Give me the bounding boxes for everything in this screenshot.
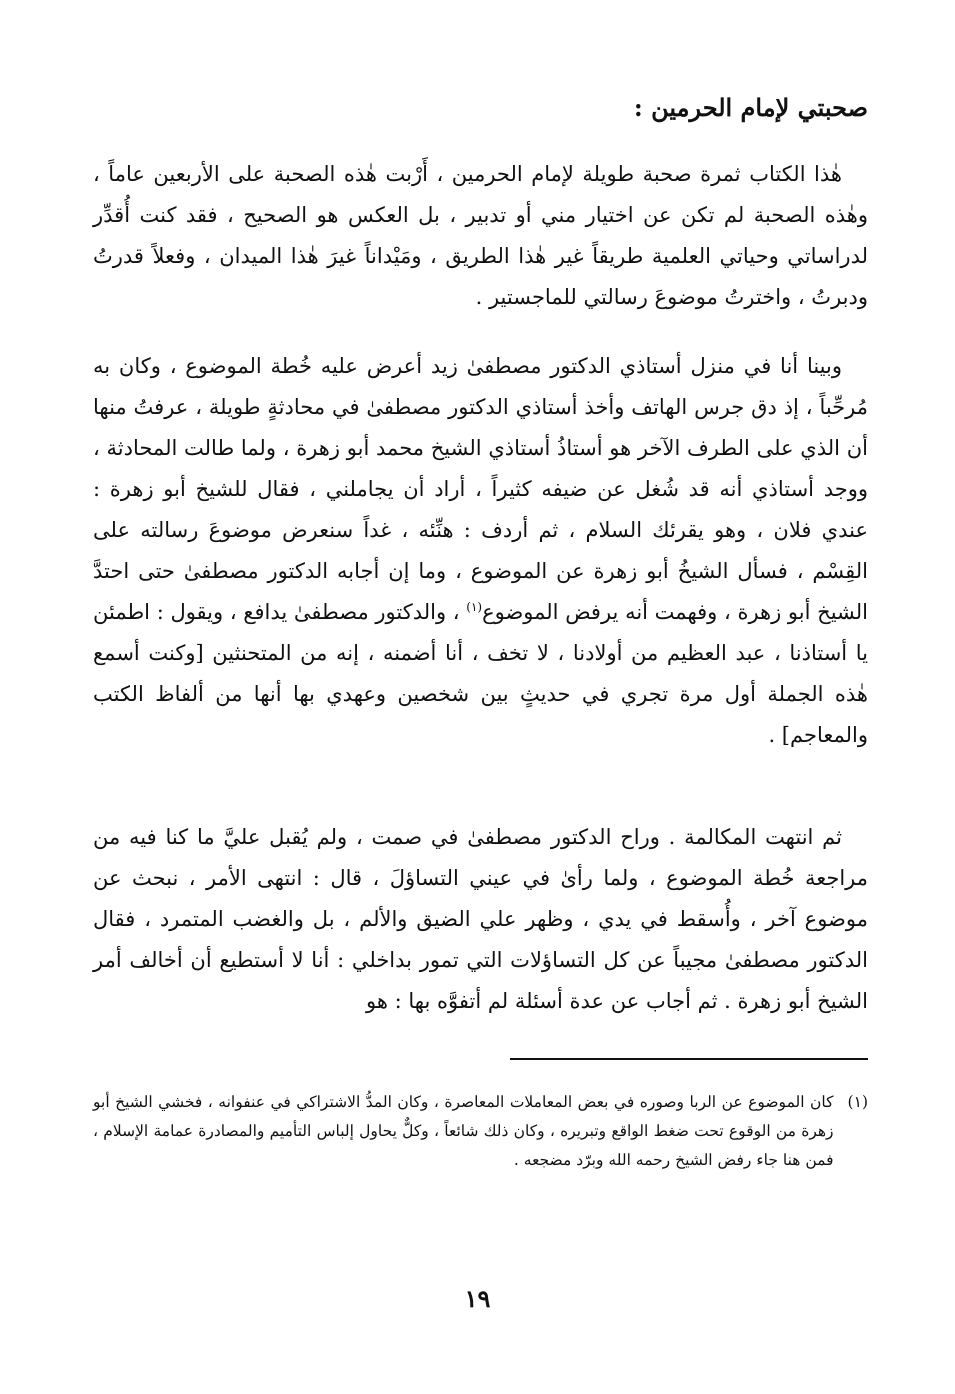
footnote-reference: (١) xyxy=(466,600,483,614)
footnote-text: كان الموضوع عن الربا وصوره في بعض المعاملات المعاصرة ، وكان المدُّ الاشتراكي في عنفوانه ، فخشي الشيخ أبو زهرة من الوقوع تحت ضغط الواقع وتبريره ، وكان ذلك شائعاً ، وكلٌّ يحاول إلباس التأميم والمصادرة عمامة الإسلام ، فمن هنا جاء رفض الشيخ رحمه الله وبرّد مضجعه . xyxy=(93,1093,834,1169)
paragraph-3: ثم انتهت المكالمة . وراح الدكتور مصطفىٰ في صمت ، ولم يُقبل عليَّ ما كنا فيه من مراجعة خُطة الموضوع ، ولما رأىٰ في عيني التساؤلَ ، قال : انتهى الأمر ، نبحث عن موضوع آخر ، وأُسقط في يدي ، وظهر علي الضيق والألم ، بل والغضب المتمرد ، فقال الدكتور مصطفىٰ مجيباً عن كل التساؤلات التي تمور بداخلي : أنا لا أستطيع أن أخالف أمر الشيخ أبو زهرة . ثم أجاب عن عدة أسئلة لم أتفوَّه بها : هو xyxy=(93,825,868,1013)
paragraph-2 xyxy=(93,346,868,756)
paragraph-1: هٰذا الكتاب ثمرة صحبة طويلة لإمام الحرمين ، أَرْبت هٰذه الصحبة على الأربعين عاماً ، وهٰذه الصحبة لم تكن عن اختيار مني أو تدبير ، بل العكس هو الصحيح ، فقد كنت أُقدِّر لدراساتي وحياتي العلمية طريقاً غير هٰذا الطريق ، ومَيْداناً غيرَ هٰذا الميدان ، وفعلاً قدرتُ ودبرتُ ، واخترتُ موضوعَ رسالتي للماجستير . xyxy=(93,162,868,309)
paragraph-2-text-before-ref: وبينا أنا في منزل أستاذي الدكتور مصطفىٰ زيد أعرض عليه خُطة الموضوع ، وكان به مُرحِّباً ، إذ دق جرس الهاتف وأخذ أستاذي الدكتور مصطفىٰ في محادثةٍ طويلة ، عرفتُ منها أن الذي على الطرف الآخر هو أستاذُ أستاذي الشيخ محمد أبو زهرة ، ولما طالت المحادثة ، ووجد أستاذي أنه قد شُغل عن ضيفه كثيراً ، أراد أن يجاملني ، فقال للشيخ أبو زهرة : عندي فلان ، وهو يقرئك السلام ، ثم أردف : هنِّئه ، غداً سنعرض موضوعَ رسالته على القِسْم ، فسأل الشيخُ أبو زهرة عن الموضوع ، وما إن أجابه الدكتور مصطفىٰ حتى احتدَّ الشيخ أبو زهرة ، وفهمت أنه يرفض الموضوع xyxy=(93,354,869,624)
footnote xyxy=(93,1088,868,1175)
section-heading: صحبتي لإمام الحرمين : xyxy=(633,93,868,122)
paragraph-2-text-after-ref: ، والدكتور مصطفىٰ يدافع ، ويقول : اطمئن يا أستاذنا ، عبد العظيم من أولادنا ، لا تخف ، أنا أضمنه ، إنه من المتحنثين [وكنت أسمع هٰذه الجملة أول مرة تجري في حديثٍ بين شخصين وعهدي بها أنها من ألفاظ الكتب والمعاجم] . xyxy=(93,600,868,747)
footnote-marker: (١) xyxy=(847,1093,868,1111)
footnote-separator xyxy=(510,1058,868,1060)
page-number: ١٩ xyxy=(464,1284,491,1313)
